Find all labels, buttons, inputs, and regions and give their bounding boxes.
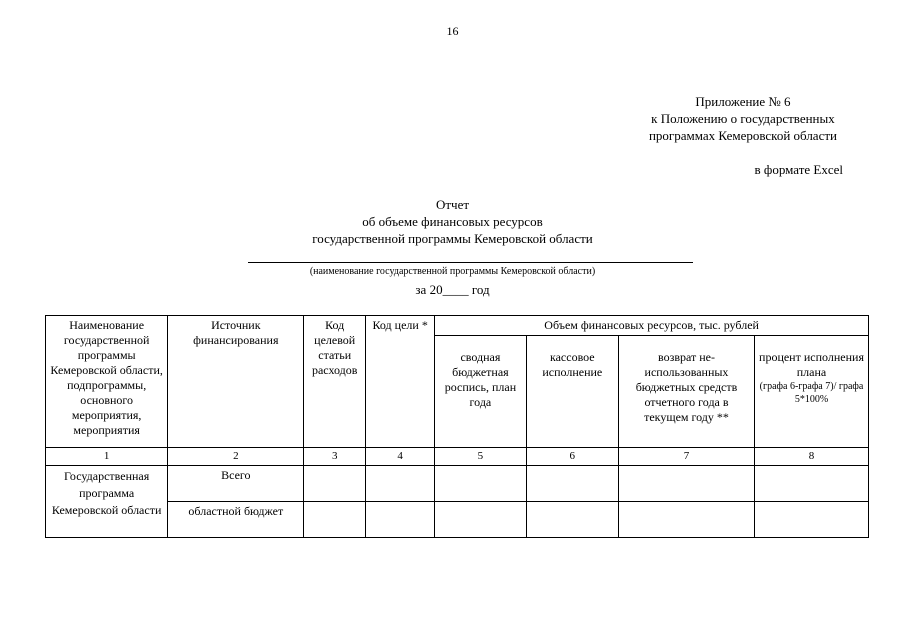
table-cell: [526, 502, 618, 538]
funding-source-regional: областной бюджет: [168, 502, 304, 538]
table-cell: [754, 466, 868, 502]
appendix-line-2: к Положению о государственных: [651, 111, 835, 126]
table-cell: [366, 502, 435, 538]
header-budget-plan-text: сводная бюджетная роспись, план года: [444, 350, 517, 409]
column-number: 4: [366, 448, 435, 466]
header-row-top: [46, 316, 869, 336]
table-cell: [366, 466, 435, 502]
funding-source-total: Всего: [168, 466, 304, 502]
format-note: в формате Excel: [754, 162, 843, 177]
table-row-regional-budget: [46, 502, 869, 538]
program-name-caption: (наименование государственной программы Кемеровской области): [309, 266, 596, 277]
header-target-article-code-text: Код целевой статьи расходов: [311, 318, 358, 377]
column-number: 8: [754, 448, 868, 466]
header-unused-funds-return-text: возврат не-использованных бюджетных средств отчетного года в текущем году **: [635, 350, 738, 424]
header-cash-execution: [526, 336, 618, 448]
appendix-block: [649, 93, 837, 144]
header-cash-execution-text: кассовое исполнение: [542, 350, 603, 379]
financial-report-table: [45, 315, 869, 538]
header-target-article-code: [304, 316, 366, 448]
table-cell: [304, 502, 366, 538]
header-funding-source-text: Источник финансирования: [193, 318, 279, 347]
program-name-blank-line: [248, 262, 693, 263]
report-title: [0, 196, 905, 247]
table-cell: [619, 466, 755, 502]
header-funding-source: [168, 316, 304, 448]
header-plan-execution-percent: [754, 336, 868, 448]
table-cell: [526, 466, 618, 502]
column-number: 5: [435, 448, 526, 466]
page-number: 16: [446, 24, 459, 38]
header-financial-volume-group-text: Объем финансовых ресурсов, тыс. рублей: [544, 318, 759, 332]
header-budget-plan: [435, 336, 526, 448]
header-goal-code-text: Код цели *: [372, 318, 428, 332]
column-number: 6: [526, 448, 618, 466]
header-goal-code: [366, 316, 435, 448]
table-cell: [435, 466, 526, 502]
column-number: 2: [168, 448, 304, 466]
report-title-line-3: государственной программы Кемеровской области: [312, 231, 593, 246]
header-plan-execution-formula: (графа 6-графа 7)/ графа 5*100%: [759, 381, 864, 405]
appendix-line-1: Приложение № 6: [695, 94, 791, 109]
report-title-line-2: об объеме финансовых ресурсов: [362, 214, 543, 229]
table-cell: [619, 502, 755, 538]
header-program-name-text: Наименование государственной программы Кемеровской области, подпрограммы, основного мероприятия, мероприятия: [50, 318, 163, 437]
header-plan-execution-percent-text: процент исполнения плана: [759, 350, 864, 379]
table-cell: [754, 502, 868, 538]
table-cell: [304, 466, 366, 502]
column-number: 1: [46, 448, 168, 466]
table-cell: [435, 502, 526, 538]
report-year-line: за 20____ год: [415, 282, 490, 297]
column-number: 3: [304, 448, 366, 466]
header-unused-funds-return: [619, 336, 755, 448]
header-program-name: [46, 316, 168, 448]
column-number: 7: [619, 448, 755, 466]
appendix-line-3: программах Кемеровской области: [648, 128, 837, 143]
table-row-total: [46, 466, 869, 502]
header-financial-volume-group: [435, 316, 869, 336]
column-number-row: [46, 448, 869, 466]
program-name-cell: Государственная программа Кемеровской области: [46, 466, 168, 538]
report-title-line-1: Отчет: [435, 197, 470, 212]
